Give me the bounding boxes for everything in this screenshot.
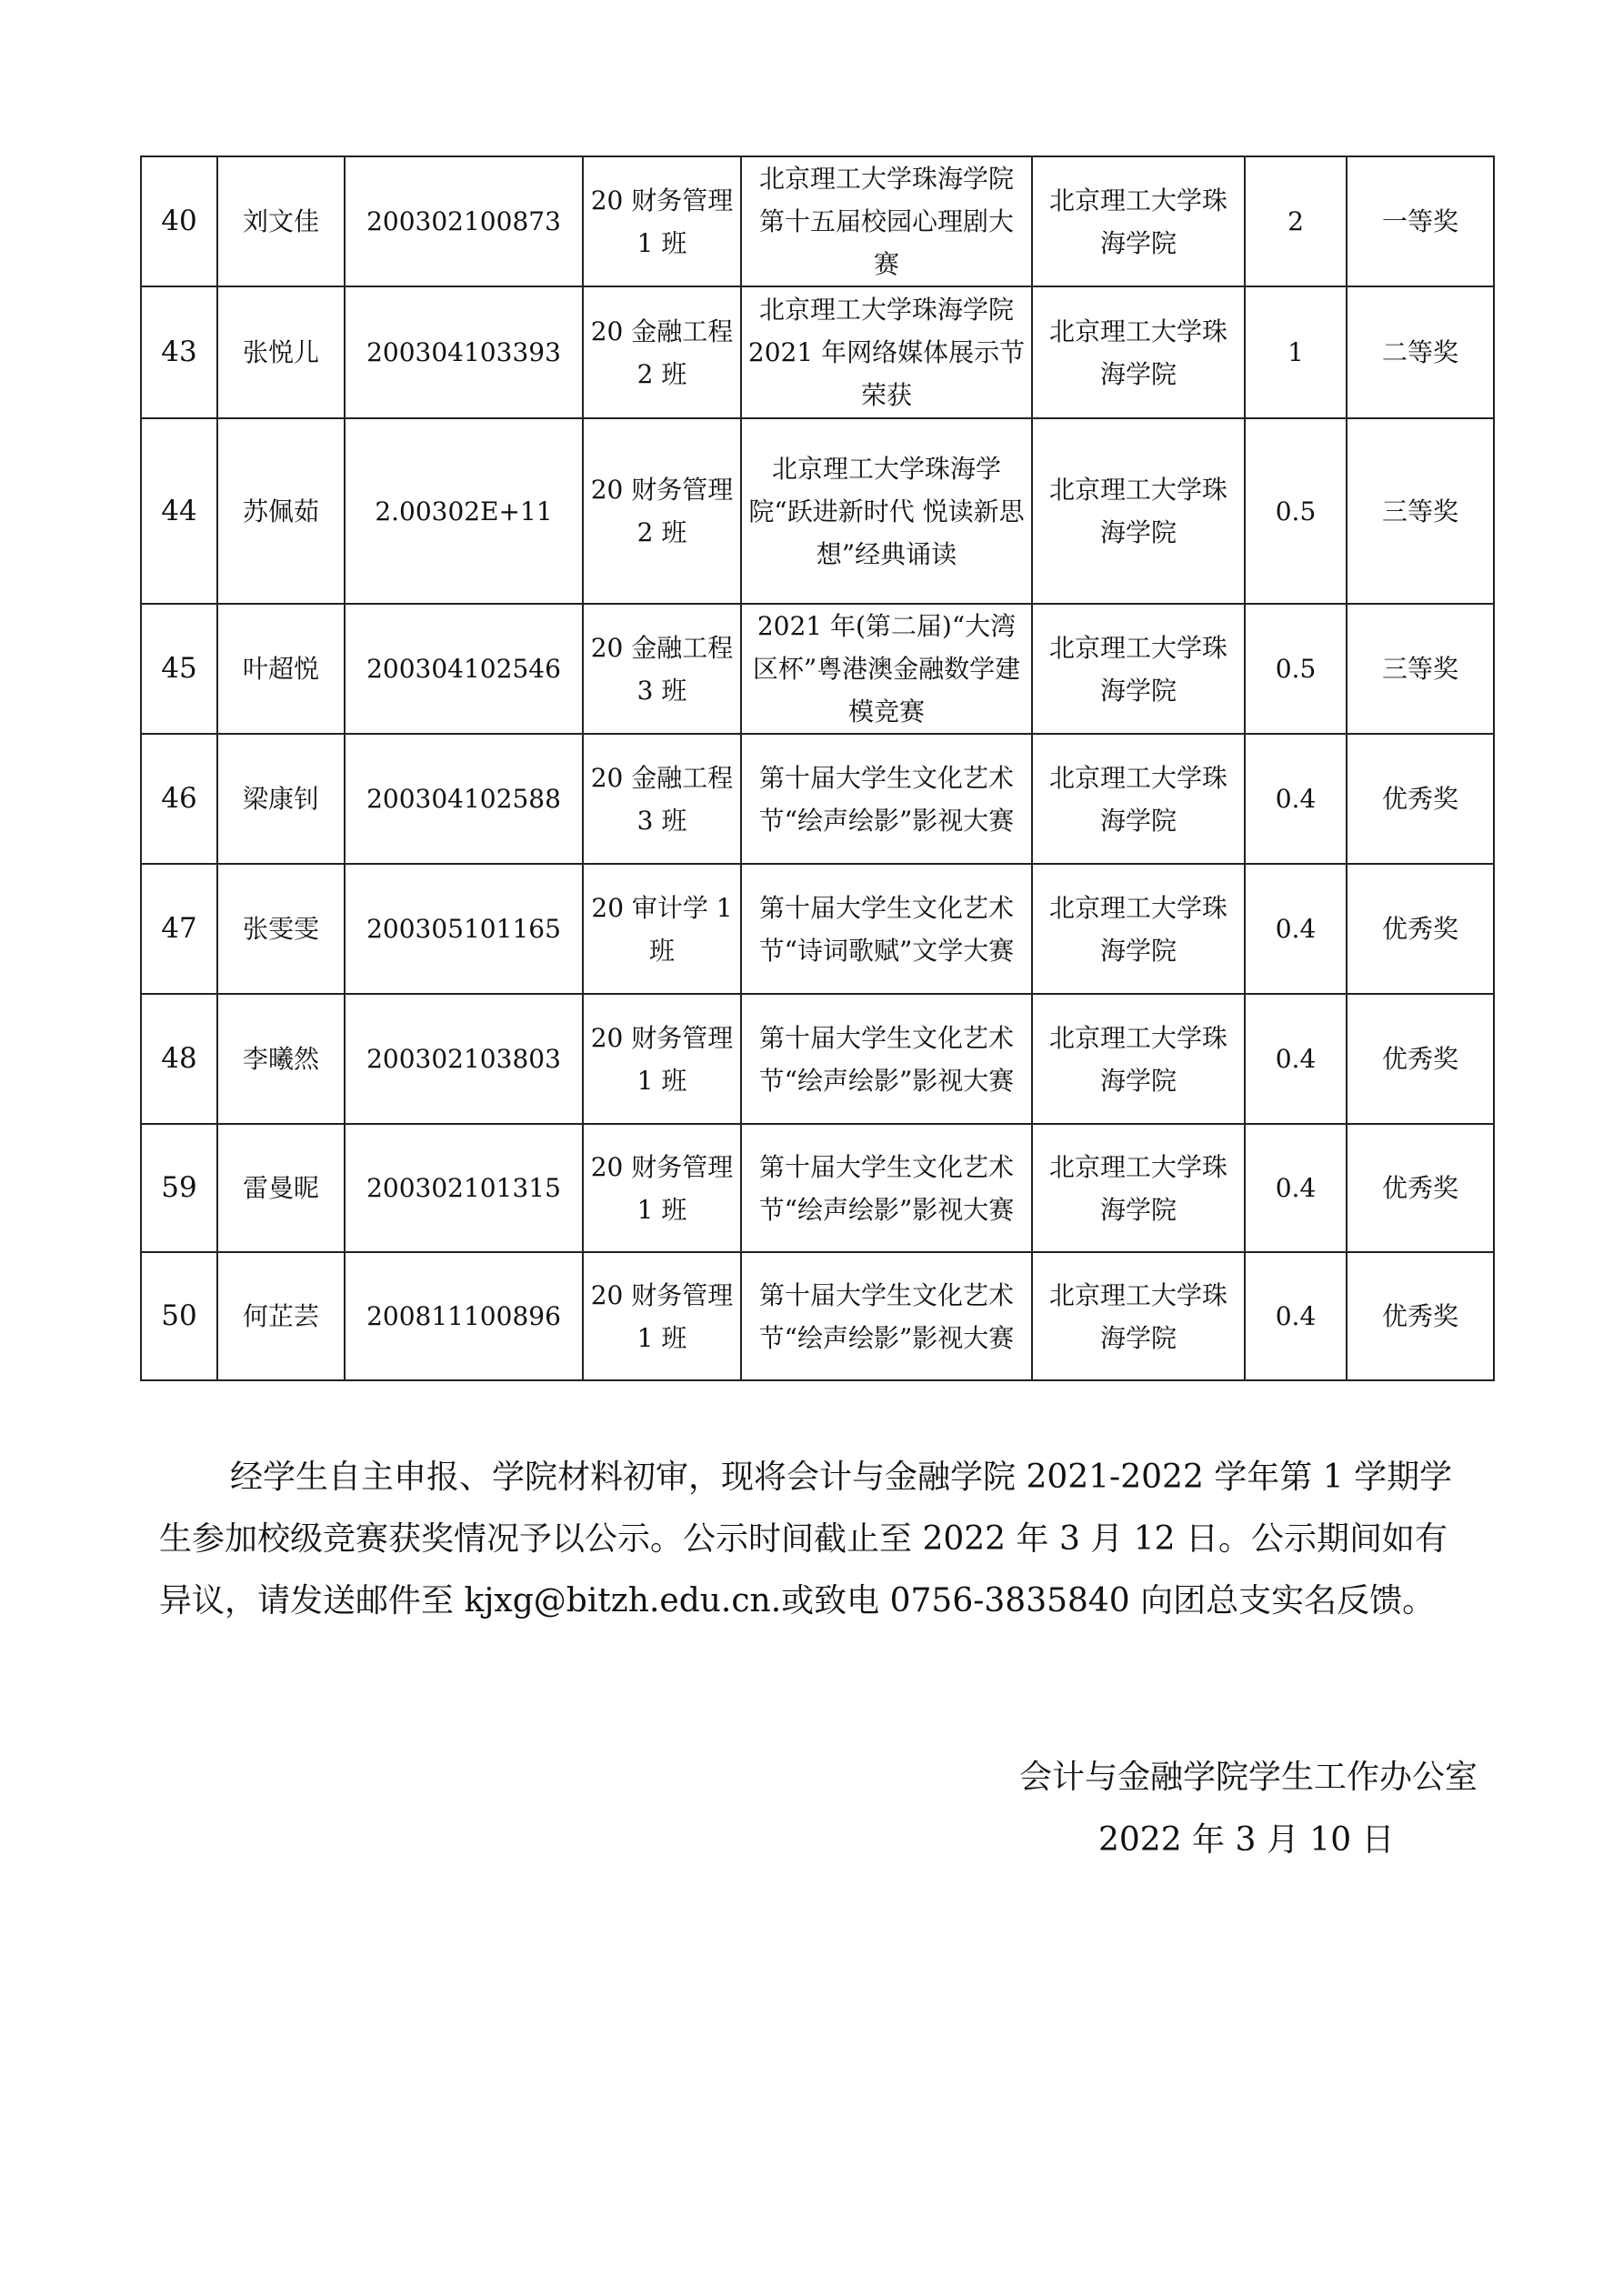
row-number: 43 xyxy=(141,286,217,418)
competition-name: 第十届大学生文化艺术节“诗词歌赋”文学大赛 xyxy=(741,864,1032,994)
competition-name: 第十届大学生文化艺术节“绘声绘影”影视大赛 xyxy=(741,1252,1032,1380)
organizer: 北京理工大学珠海学院 xyxy=(1032,1124,1245,1252)
table-row xyxy=(141,864,1494,994)
organizer: 北京理工大学珠海学院 xyxy=(1032,734,1245,864)
award-level: 优秀奖 xyxy=(1347,864,1494,994)
signature-date: 2022 年 3 月 10 日 xyxy=(1098,1821,1395,1859)
student-name: 李曦然 xyxy=(217,994,345,1124)
student-name: 苏佩茹 xyxy=(217,418,345,604)
class-name: 20 财务管理 2 班 xyxy=(583,418,741,604)
table-row xyxy=(141,604,1494,734)
table-row xyxy=(141,418,1494,604)
organizer: 北京理工大学珠海学院 xyxy=(1032,286,1245,418)
student-name: 张雯雯 xyxy=(217,864,345,994)
table-row xyxy=(141,1252,1494,1380)
class-name: 20 金融工程 3 班 xyxy=(583,734,741,864)
score: 0.4 xyxy=(1245,1124,1347,1252)
student-id: 200304103393 xyxy=(345,286,583,418)
row-number: 59 xyxy=(141,1124,217,1252)
score: 1 xyxy=(1245,286,1347,418)
award-level: 三等奖 xyxy=(1347,604,1494,734)
organizer: 北京理工大学珠海学院 xyxy=(1032,418,1245,604)
table-row xyxy=(141,156,1494,286)
student-id: 200302101315 xyxy=(345,1124,583,1252)
row-number: 50 xyxy=(141,1252,217,1380)
score: 0.4 xyxy=(1245,994,1347,1124)
class-name: 20 财务管理 1 班 xyxy=(583,994,741,1124)
competition-name: 第十届大学生文化艺术节“绘声绘影”影视大赛 xyxy=(741,1124,1032,1252)
student-id: 200302103803 xyxy=(345,994,583,1124)
student-name: 张悦儿 xyxy=(217,286,345,418)
award-level: 优秀奖 xyxy=(1347,734,1494,864)
award-table-body xyxy=(141,156,1494,1380)
award-level: 优秀奖 xyxy=(1347,1124,1494,1252)
table-row xyxy=(141,1124,1494,1252)
class-name: 20 金融工程 3 班 xyxy=(583,604,741,734)
row-number: 48 xyxy=(141,994,217,1124)
student-id: 200304102546 xyxy=(345,604,583,734)
row-number: 45 xyxy=(141,604,217,734)
student-id: 200304102588 xyxy=(345,734,583,864)
class-name: 20 财务管理 1 班 xyxy=(583,156,741,286)
award-level: 三等奖 xyxy=(1347,418,1494,604)
student-name: 刘文佳 xyxy=(217,156,345,286)
score: 0.5 xyxy=(1245,418,1347,604)
table-row xyxy=(141,994,1494,1124)
award-level: 优秀奖 xyxy=(1347,994,1494,1124)
organizer: 北京理工大学珠海学院 xyxy=(1032,864,1245,994)
student-name: 梁康钊 xyxy=(217,734,345,864)
class-name: 20 财务管理 1 班 xyxy=(583,1252,741,1380)
student-id: 200305101165 xyxy=(345,864,583,994)
competition-name: 第十届大学生文化艺术节“绘声绘影”影视大赛 xyxy=(741,734,1032,864)
score: 0.4 xyxy=(1245,734,1347,864)
award-table xyxy=(140,155,1495,1381)
row-number: 40 xyxy=(141,156,217,286)
row-number: 46 xyxy=(141,734,217,864)
competition-name: 北京理工大学珠海学院 2021 年网络媒体展示节荣获 xyxy=(741,286,1032,418)
score: 0.4 xyxy=(1245,864,1347,994)
organizer: 北京理工大学珠海学院 xyxy=(1032,1252,1245,1380)
class-name: 20 金融工程 2 班 xyxy=(583,286,741,418)
organizer: 北京理工大学珠海学院 xyxy=(1032,156,1245,286)
signature-organization: 会计与金融学院学生工作办公室 xyxy=(1018,1759,1478,1796)
student-id: 200302100873 xyxy=(345,156,583,286)
student-name: 雷曼昵 xyxy=(217,1124,345,1252)
competition-name: 第十届大学生文化艺术节“绘声绘影”影视大赛 xyxy=(741,994,1032,1124)
competition-name: 2021 年(第二届)“大湾区杯”粤港澳金融数学建模竞赛 xyxy=(741,604,1032,734)
score: 2 xyxy=(1245,156,1347,286)
notice-paragraph: 经学生自主申报、学院材料初审，现将会计与金融学院 2021-2022 学年第 1 学期学生参加校级竞赛获奖情况予以公示。公示时间截止至 2022 年 3 月 12 日。公示期间如有异议，请发送邮件至 kjxg@bitzh.edu.cn.或致电 0756-3835840 向团总支实名反馈。 xyxy=(159,1459,1453,1619)
score: 0.4 xyxy=(1245,1252,1347,1380)
row-number: 47 xyxy=(141,864,217,994)
student-id: 2.00302E+11 xyxy=(345,418,583,604)
organizer: 北京理工大学珠海学院 xyxy=(1032,994,1245,1124)
table-row xyxy=(141,734,1494,864)
class-name: 20 审计学 1 班 xyxy=(583,864,741,994)
student-name: 何芷芸 xyxy=(217,1252,345,1380)
competition-name: 北京理工大学珠海学院“跃进新时代 悦读新思想”经典诵读 xyxy=(741,418,1032,604)
table-row xyxy=(141,286,1494,418)
row-number: 44 xyxy=(141,418,217,604)
class-name: 20 财务管理 1 班 xyxy=(583,1124,741,1252)
competition-name: 北京理工大学珠海学院第十五届校园心理剧大赛 xyxy=(741,156,1032,286)
student-id: 200811100896 xyxy=(345,1252,583,1380)
award-level: 二等奖 xyxy=(1347,286,1494,418)
award-level: 优秀奖 xyxy=(1347,1252,1494,1380)
organizer: 北京理工大学珠海学院 xyxy=(1032,604,1245,734)
student-name: 叶超悦 xyxy=(217,604,345,734)
score: 0.5 xyxy=(1245,604,1347,734)
award-level: 一等奖 xyxy=(1347,156,1494,286)
